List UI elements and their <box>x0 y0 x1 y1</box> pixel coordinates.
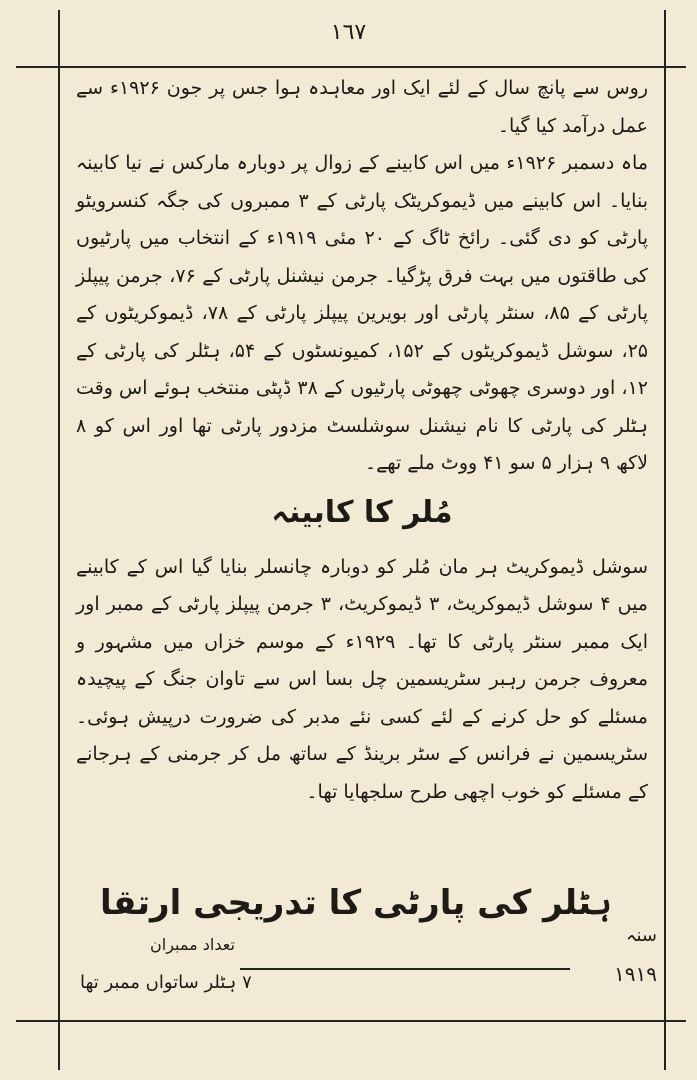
margin-line-right <box>664 10 666 1070</box>
paragraph-2: ماہ دسمبر ۱۹۲۶ء میں اس کابینے کے زوال پر دوبارہ مارکس نے نیا کابینہ بنایا۔ اس کابینے میں ڈیموکریٹک پارٹی کے ۳ ممبروں کی جگہ کنسرویٹو پارٹی کو دی گئی۔ رائخ ٹاگ کے ۲۰ مئی ۱۹۱۹ء کے انتخاب میں پارٹیوں کی طاقتوں میں بہت فرق پڑگیا۔ جرمن نیشنل پارٹی کے ۷۶، جرمن پیپلز پارٹی کے ۸۵، سنٹر پارٹی اور بویرین پیپلز پارٹی کے ۷۸، ڈیموکریٹوں کے ۲۵، سوشل ڈیموکریٹوں کے ۱۵۲، کمیونسٹوں کے ۵۴، ہٹلر کی پارٹی کے ۱۲، اور دوسری چھوٹی چھوٹی پارٹیوں کے ۳۸ ڈپٹی منتخب ہوئے اس وقت ہٹلر کی پارٹی کا نام نیشنل سوشلسٹ مزدور پارٹی تھا اور اس کو ۸ لاکھ ۹ ہزار ۵ سو ۴۱ ووٹ ملے تھے۔ <box>76 152 649 474</box>
page-number: ١٦٧ <box>330 20 367 45</box>
header-rule <box>16 66 686 68</box>
margin-line-left <box>58 10 60 1070</box>
footer-rule <box>16 1020 686 1022</box>
body-text <box>76 70 648 811</box>
section-heading: مُلر کا کابینہ <box>271 494 453 530</box>
chart-section-title: ہٹلر کی پارٹی کا تدریجی ارتقا <box>100 883 612 923</box>
paragraph-3: سوشل ڈیموکریٹ ہر مان مُلر کو دوبارہ چانسلر بنایا گیا اس کے کابینے میں ۴ سوشل ڈیموکریٹ، ۳ ڈیموکریٹ، ۳ جرمن پیپلز پارٹی کے ممبر اور ایک ممبر سنٹر پارٹی کا تھا۔ ۱۹۲۹ء کے موسم خزاں میں مشہور و معروف جرمن رہبر سٹریسمین چل بسا اس سے تاوان جنگ کے پیچیدہ مسئلے کو حل کرنے کے لئے کسی نئے مدبر کی ضرورت درپیش ہوئی۔ سٹریسمین نے فرانس کے سٹر برینڈ کے ساتھ مل کر جرمنی کے ہرجانے کے مسئلے کو خوب اچھی طرح سلجھایا تھا۔ <box>76 555 648 803</box>
members-column-header: تعداد ممبران <box>150 935 235 954</box>
table-count-cell: ۷ ہٹلر ساتواں ممبر تھا <box>80 972 252 993</box>
table-rule <box>240 968 570 970</box>
year-column-header: سنہ <box>625 925 657 946</box>
table-year-cell: ١٩١٩ <box>614 962 657 986</box>
paragraph-1: روس سے پانچ سال کے لئے ایک اور معاہدہ ہوا جس پر جون ۱۹۲۶ء سے عمل درآمد کیا گیا۔ <box>76 77 648 137</box>
